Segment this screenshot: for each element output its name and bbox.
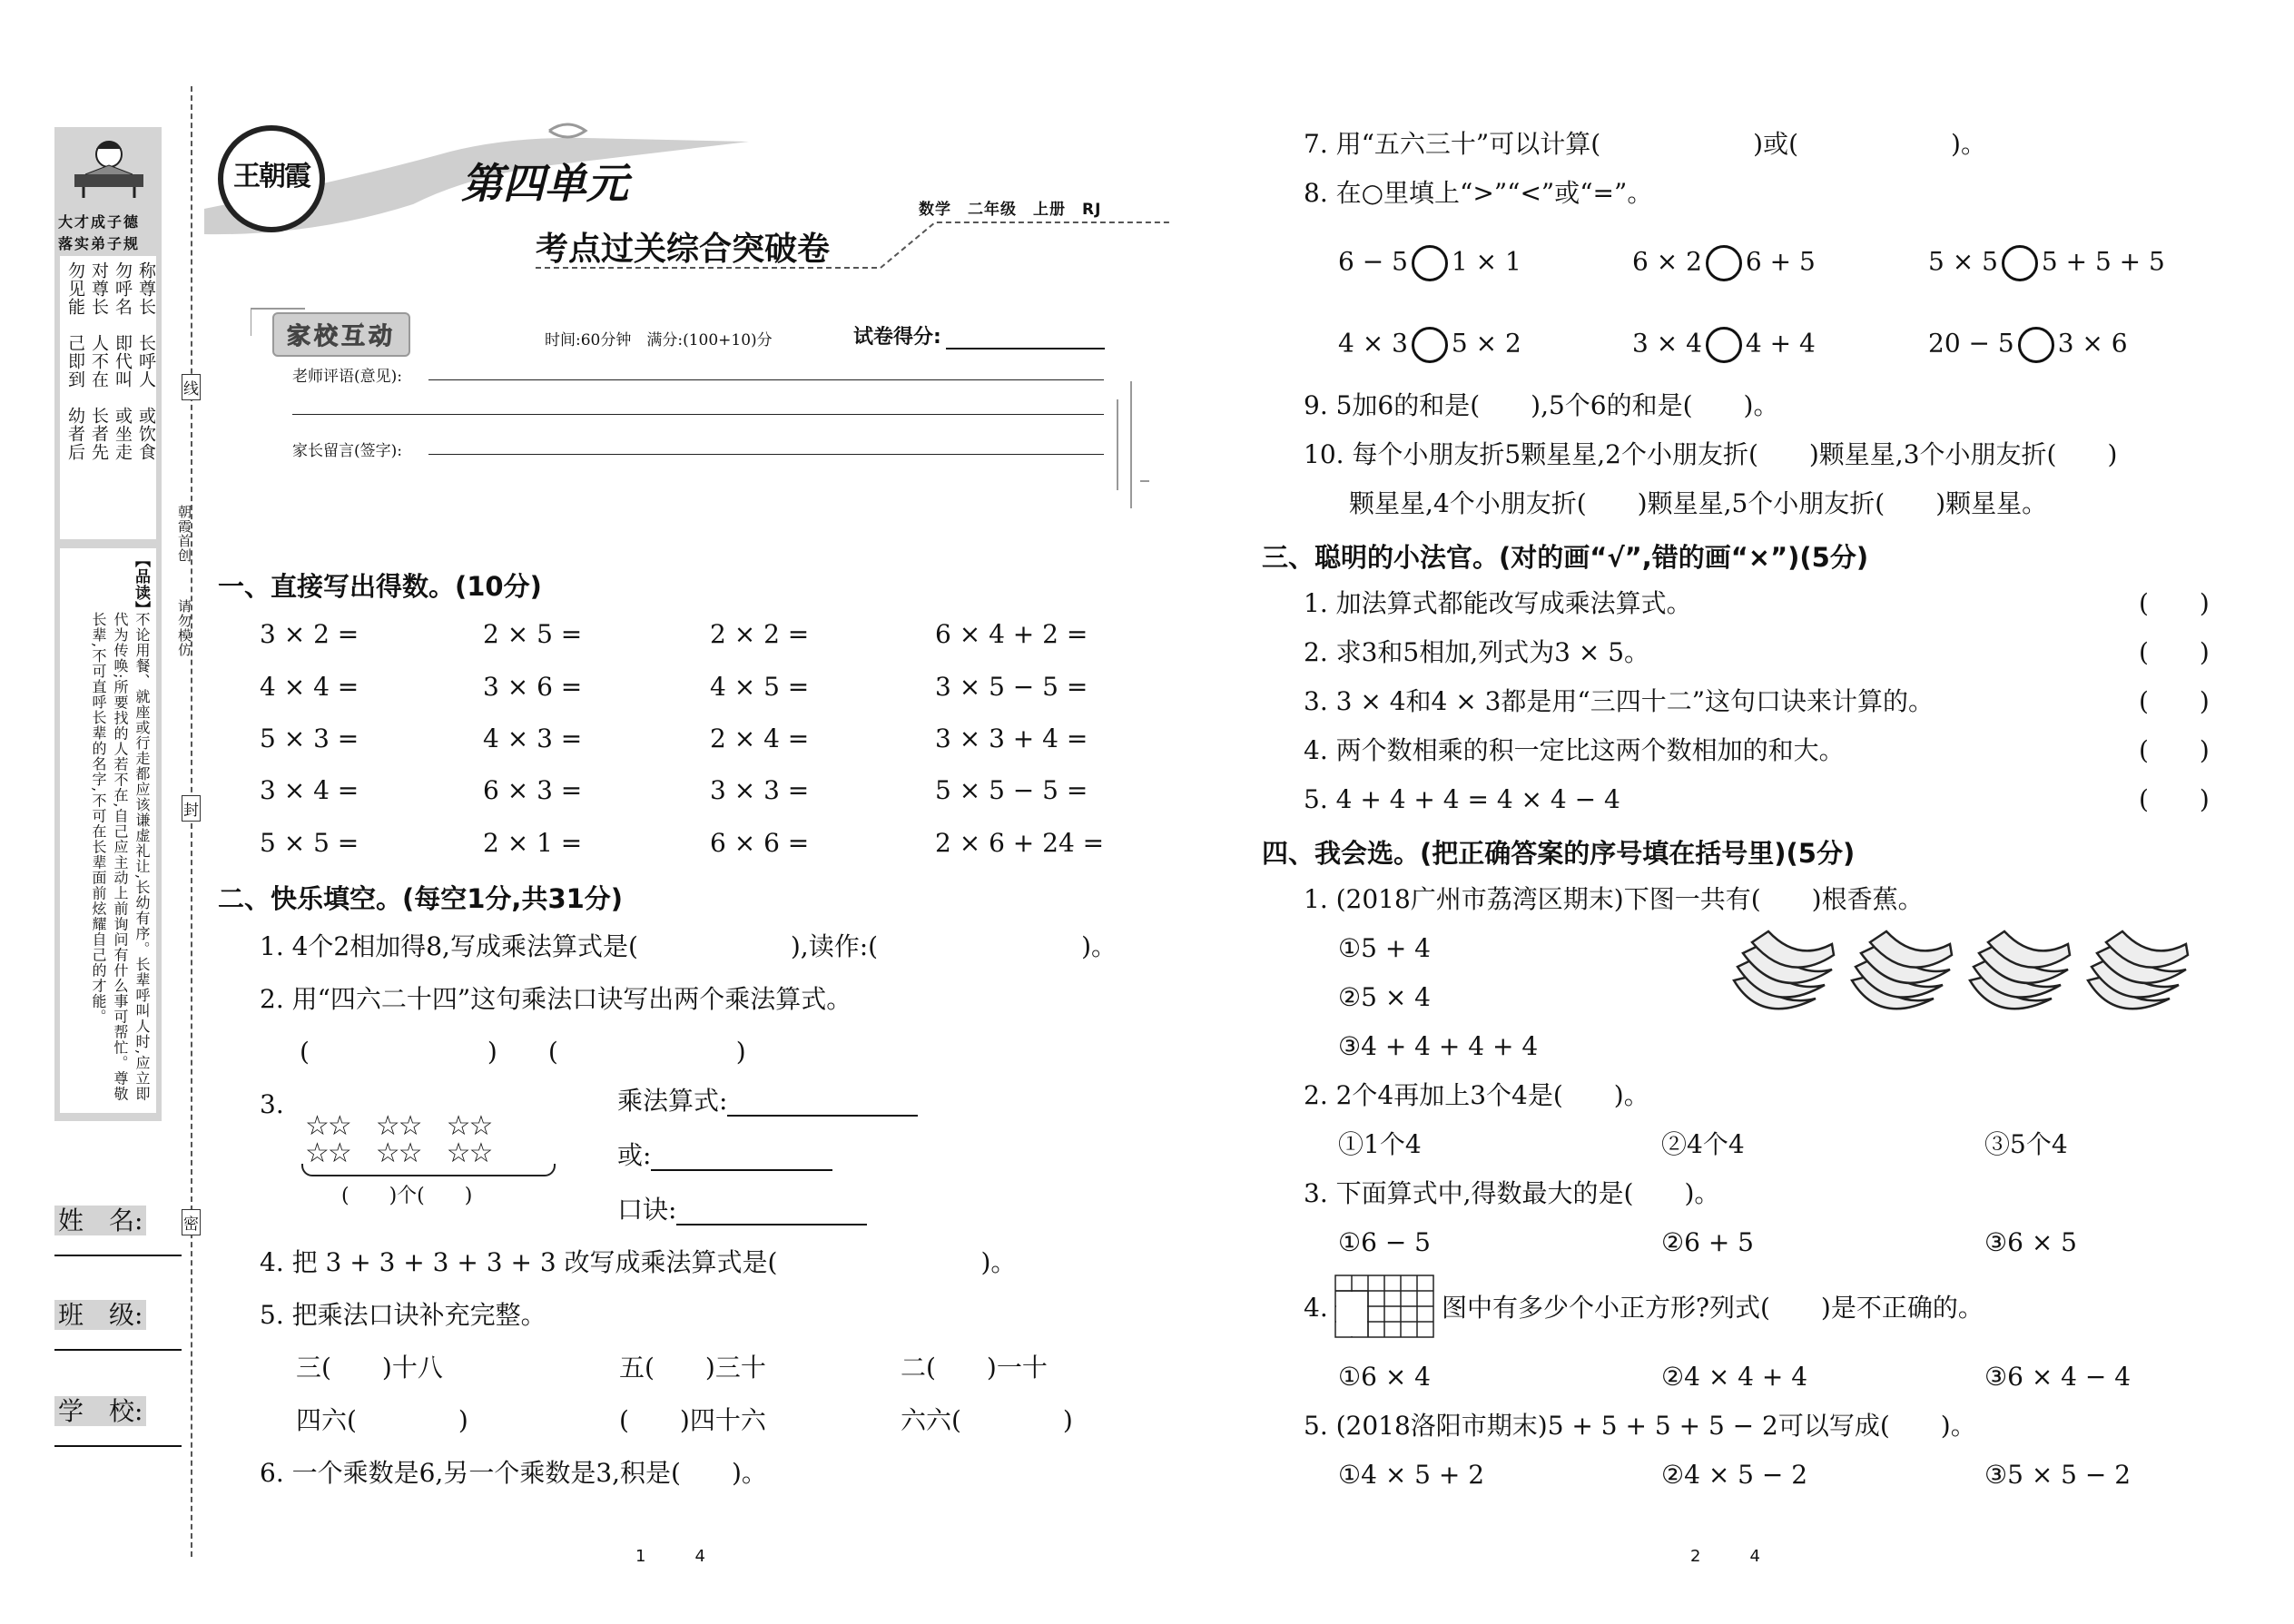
or-blank (651, 1146, 832, 1171)
choice-question-4-text: 图中有多少个小正方形?列式( )是不正确的。 (1442, 1293, 1984, 1323)
compare-right: 3 × 6 (2057, 328, 2128, 359)
choice-option[interactable]: ③4 + 4 + 4 + 4 (1338, 1031, 1539, 1061)
mult-blank (727, 1091, 918, 1117)
page-number-left: 1 4 (635, 1547, 705, 1566)
name-underline (54, 1255, 182, 1256)
calc-item: 5 × 5 = (260, 828, 359, 858)
choice-option[interactable]: ②6 + 5 (1661, 1227, 1754, 1257)
compare-circle[interactable] (1706, 327, 1742, 363)
calc-item: 4 × 5 = (710, 672, 810, 702)
compare-circle[interactable] (1412, 327, 1448, 363)
question-2-5: 5. 把乘法口诀补充完整。 (260, 1300, 546, 1330)
teacher-comment-label: 老师评语(意见): (292, 368, 402, 386)
judge-answer[interactable]: ( ) (2139, 637, 2210, 667)
sidebar-verse-col: 勿见能 (65, 261, 85, 316)
section1-title: 一、直接写出得数。(10分) (218, 571, 542, 602)
calc-item: 3 × 6 = (483, 672, 583, 702)
choice-question-5: 5. (2018洛阳市期末)5 + 5 + 5 + 5 − 2可以写成( )。 (1304, 1411, 1976, 1441)
question-2-4: 4. 把 3 + 3 + 3 + 3 + 3 改写成乘法算式是( )。 (260, 1247, 1017, 1277)
class-field[interactable] (54, 1300, 182, 1351)
stars-row-1: ☆☆ ☆☆ ☆☆ (305, 1110, 492, 1142)
rhyme-item[interactable]: 二( )一十 (901, 1353, 1048, 1383)
question-2-3-mult[interactable] (617, 1086, 918, 1117)
section4-title: 四、我会选。(把正确答案的序号填在括号里)(5分) (1262, 838, 1856, 869)
compare-right: 5 + 5 + 5 (2041, 246, 2165, 277)
judge-item: 1. 加法算式都能改写成乘法算式。 (1304, 588, 1692, 618)
calc-item: 3 × 4 = (260, 775, 359, 805)
home-school-frame (251, 300, 1149, 521)
question-2-3-number: 3. (260, 1089, 284, 1119)
compare-left: 6 × 2 (1632, 246, 1702, 277)
choice-question-4-number: 4. (1304, 1293, 1328, 1323)
choice-option[interactable]: ②4个4 (1661, 1129, 1745, 1159)
judge-answer[interactable]: ( ) (2139, 784, 2210, 814)
judge-answer[interactable]: ( ) (2139, 735, 2210, 765)
school-field[interactable] (54, 1396, 182, 1447)
compare-left: 20 − 5 (1928, 328, 2014, 359)
compare-right: 1 × 1 (1451, 246, 1521, 277)
sidebar-verse-col: 即代叫 (113, 334, 133, 389)
calc-item: 2 × 6 + 24 = (935, 828, 1105, 858)
calc-item: 3 × 3 + 4 = (935, 723, 1088, 753)
judge-item: 2. 求3和5相加,列式为3 × 5。 (1304, 637, 1650, 667)
choice-option[interactable]: ①4 × 5 + 2 (1338, 1460, 1485, 1490)
square-grid-figure (1334, 1275, 1436, 1342)
publisher-logo (218, 125, 325, 232)
rhyme-item[interactable]: ( )四十六 (619, 1405, 766, 1435)
school-underline (54, 1445, 182, 1447)
score-label: 试卷得分: (853, 326, 941, 349)
choice-question-3: 3. 下面算式中,得数最大的是( )。 (1304, 1178, 1720, 1208)
stars-figure (305, 1110, 492, 1169)
sidebar-verse-col: 勿呼名 (113, 261, 133, 316)
parent-note-label: 家长留言(签字): (292, 442, 402, 460)
banana-icon (1852, 931, 1952, 1009)
seal-word-seal: 封 (182, 795, 201, 822)
calc-item: 5 × 3 = (260, 723, 359, 753)
compare-left: 5 × 5 (1928, 246, 1998, 277)
class-label: 班 级: (54, 1300, 146, 1330)
calc-item: 6 × 4 + 2 = (935, 619, 1088, 649)
or-label: 或: (617, 1140, 652, 1170)
seal-word-line: 线 (182, 374, 201, 400)
stars-caption[interactable]: ( )个( ) (341, 1185, 473, 1207)
banana-icon (2088, 931, 2188, 1009)
sidebar-verse-col: 己即到 (65, 334, 85, 389)
cut-line (191, 86, 192, 1557)
choice-option[interactable]: ②5 × 4 (1338, 982, 1431, 1012)
page-number-right: 2 4 (1690, 1547, 1760, 1566)
section3-title: 三、聪明的小法官。(对的画“√”,错的画“×”)(5分) (1262, 542, 1869, 573)
section2-title: 二、快乐填空。(每空1分,共31分) (218, 883, 624, 914)
sidebar-verse-col: 对尊长 (89, 261, 109, 316)
compare-circle[interactable] (1412, 245, 1448, 281)
name-label: 姓 名: (54, 1206, 146, 1235)
banana-bunches (1725, 926, 2197, 1038)
compare-item[interactable] (1632, 327, 1816, 363)
choice-question-2: 2. 2个4再加上3个4是( )。 (1304, 1080, 1649, 1110)
rhyme-item[interactable]: 三( )十八 (296, 1353, 443, 1383)
compare-left: 3 × 4 (1632, 328, 1702, 359)
choice-option[interactable]: ①6 × 4 (1338, 1362, 1431, 1392)
calc-item: 4 × 4 = (260, 672, 359, 702)
judge-item: 5. 4 + 4 + 4 = 4 × 4 − 4 (1304, 784, 1620, 814)
exam-title: 考点过关综合突破卷 (536, 230, 831, 268)
reading-label: 【品读】 (132, 552, 150, 617)
compare-item[interactable] (1632, 245, 1816, 281)
compare-item[interactable] (1928, 327, 2128, 363)
time-info: 时间:60分钟 满分:(100+10)分 (545, 331, 773, 349)
choice-option[interactable]: ③5个4 (1984, 1129, 2068, 1159)
school-label: 学 校: (54, 1396, 146, 1426)
calc-item: 6 × 6 = (710, 828, 810, 858)
calc-item: 3 × 2 = (260, 619, 359, 649)
choice-option[interactable]: ③5 × 5 − 2 (1984, 1460, 2132, 1490)
question-2-6: 6. 一个乘数是6,另一个乘数是3,积是( )。 (260, 1458, 767, 1488)
stars-row-2: ☆☆ ☆☆ ☆☆ (305, 1137, 492, 1169)
unit-title: 第四单元 (461, 159, 628, 208)
choice-question-1: 1. (2018广州市荔湾区期末)下图一共有( )根香蕉。 (1304, 884, 1924, 914)
question-2-2: 2. 用“四六二十四”这句乘法口诀写出两个乘法算式。 (260, 984, 852, 1014)
sidebar-motto-1: 大才成子德 (58, 213, 141, 231)
question-2-10-line-2: 颗星星,4个小朋友折( )颗星星,5个小朋友折( )颗星星。 (1349, 488, 2048, 518)
compare-right: 6 + 5 (1745, 246, 1816, 277)
calc-item: 4 × 3 = (483, 723, 583, 753)
sidebar-reading-box (60, 548, 156, 1113)
rhyme-blank (676, 1200, 867, 1225)
calc-item: 3 × 3 = (710, 775, 810, 805)
choice-option[interactable]: ②4 × 5 − 2 (1661, 1460, 1808, 1490)
compare-circle[interactable] (2018, 327, 2054, 363)
rhyme-item[interactable]: 五( )三十 (619, 1353, 766, 1383)
choice-option[interactable]: ①5 + 4 (1338, 933, 1431, 963)
rhyme-label: 口诀: (617, 1195, 677, 1225)
compare-item[interactable] (1928, 245, 2165, 281)
sidebar-motto-2: 落实弟子规 (58, 235, 141, 252)
question-2-8: 8. 在○里填上“>”“<”或“=”。 (1304, 178, 1653, 208)
question-2-7: 7. 用“五六三十”可以计算( )或( )。 (1304, 129, 1986, 159)
mult-label: 乘法算式: (617, 1086, 728, 1116)
compare-item[interactable] (1338, 245, 1521, 281)
banana-icon (1970, 931, 2070, 1009)
question-2-10-line-1: 10. 每个小朋友折5颗星星,2个小朋友折( )颗星星,3个小朋友折( ) (1304, 439, 2118, 469)
home-school-label: 家校互动 (287, 323, 397, 350)
compare-circle[interactable] (2002, 245, 2038, 281)
choice-option[interactable]: ③6 × 5 (1984, 1227, 2077, 1257)
question-2-2-blanks[interactable]: ( ) ( ) (300, 1037, 746, 1067)
name-field[interactable] (54, 1206, 182, 1256)
sidebar-verse-box (60, 256, 156, 539)
compare-right: 4 + 4 (1745, 328, 1816, 359)
calc-item: 6 × 3 = (483, 775, 583, 805)
logo-text: 王朝霞 (233, 161, 310, 192)
compare-left: 4 × 3 (1338, 328, 1408, 359)
question-2-9: 9. 5加6的和是( ),5个6的和是( )。 (1304, 390, 1779, 420)
judge-item: 3. 3 × 4和4 × 3都是用“三四十二”这句口诀来计算的。 (1304, 686, 1935, 716)
calc-item: 2 × 4 = (710, 723, 810, 753)
choice-option[interactable]: ②4 × 4 + 4 (1661, 1362, 1808, 1392)
rhyme-item[interactable]: 六六( ) (901, 1405, 1073, 1435)
choice-option[interactable]: ①6 − 5 (1338, 1227, 1431, 1257)
class-underline (54, 1349, 182, 1351)
subject-tag: 数学 二年级 上册 RJ (919, 201, 1102, 219)
rhyme-item[interactable]: 四六( ) (296, 1405, 468, 1435)
choice-option[interactable]: ③6 × 4 − 4 (1984, 1362, 2132, 1392)
question-2-1: 1. 4个2相加得8,写成乘法算式是( ),读作:( )。 (260, 931, 1117, 961)
stars-brace (301, 1164, 556, 1176)
question-2-3-or[interactable] (617, 1140, 832, 1171)
compare-circle[interactable] (1706, 245, 1742, 281)
judge-item: 4. 两个数相乘的积一定比这两个数相加的和大。 (1304, 735, 1845, 765)
seal-word-tight: 密 (182, 1209, 201, 1235)
calc-item: 2 × 1 = (483, 828, 583, 858)
judge-answer[interactable]: ( ) (2139, 686, 2210, 716)
judge-answer[interactable]: ( ) (2139, 588, 2210, 618)
compare-right: 5 × 2 (1451, 328, 1521, 359)
copyright-notice-1: 朝霞首创 (176, 505, 192, 563)
calc-item: 2 × 2 = (710, 619, 810, 649)
calc-item: 2 × 5 = (483, 619, 583, 649)
banana-icon (1734, 931, 1834, 1009)
question-2-3-rhyme[interactable] (617, 1195, 867, 1225)
choice-option[interactable]: ①1个4 (1338, 1129, 1422, 1159)
calc-item: 3 × 5 − 5 = (935, 672, 1088, 702)
reading-text: 不论用餐、就座或行走都应该谦虚礼让,长幼有序。长辈呼叫人时,应立即代为传唤;所要找的人若不在,自己应主动上前询问有什么事可帮忙。尊敬长辈,不可直呼长辈的名字,不可在长辈面前炫耀自己的才能。 (90, 612, 151, 1102)
sidebar-verse-col: 或坐走 (113, 407, 133, 461)
sidebar-verse-col: 幼者后 (65, 407, 85, 461)
sidebar-verse-col: 长呼人 (136, 334, 156, 389)
sidebar-verse-col: 人不在 (89, 334, 109, 389)
compare-item[interactable] (1338, 327, 1521, 363)
compare-left: 6 − 5 (1338, 246, 1408, 277)
calc-item: 5 × 5 − 5 = (935, 775, 1088, 805)
child-reading-illustration (65, 134, 153, 200)
sidebar-verse-col: 称尊长 (136, 261, 156, 316)
copyright-notice-2: 请勿模仿 (176, 599, 192, 657)
sidebar-verse-col: 长者先 (89, 407, 109, 461)
sidebar-verse-col: 或饮食 (136, 407, 156, 461)
